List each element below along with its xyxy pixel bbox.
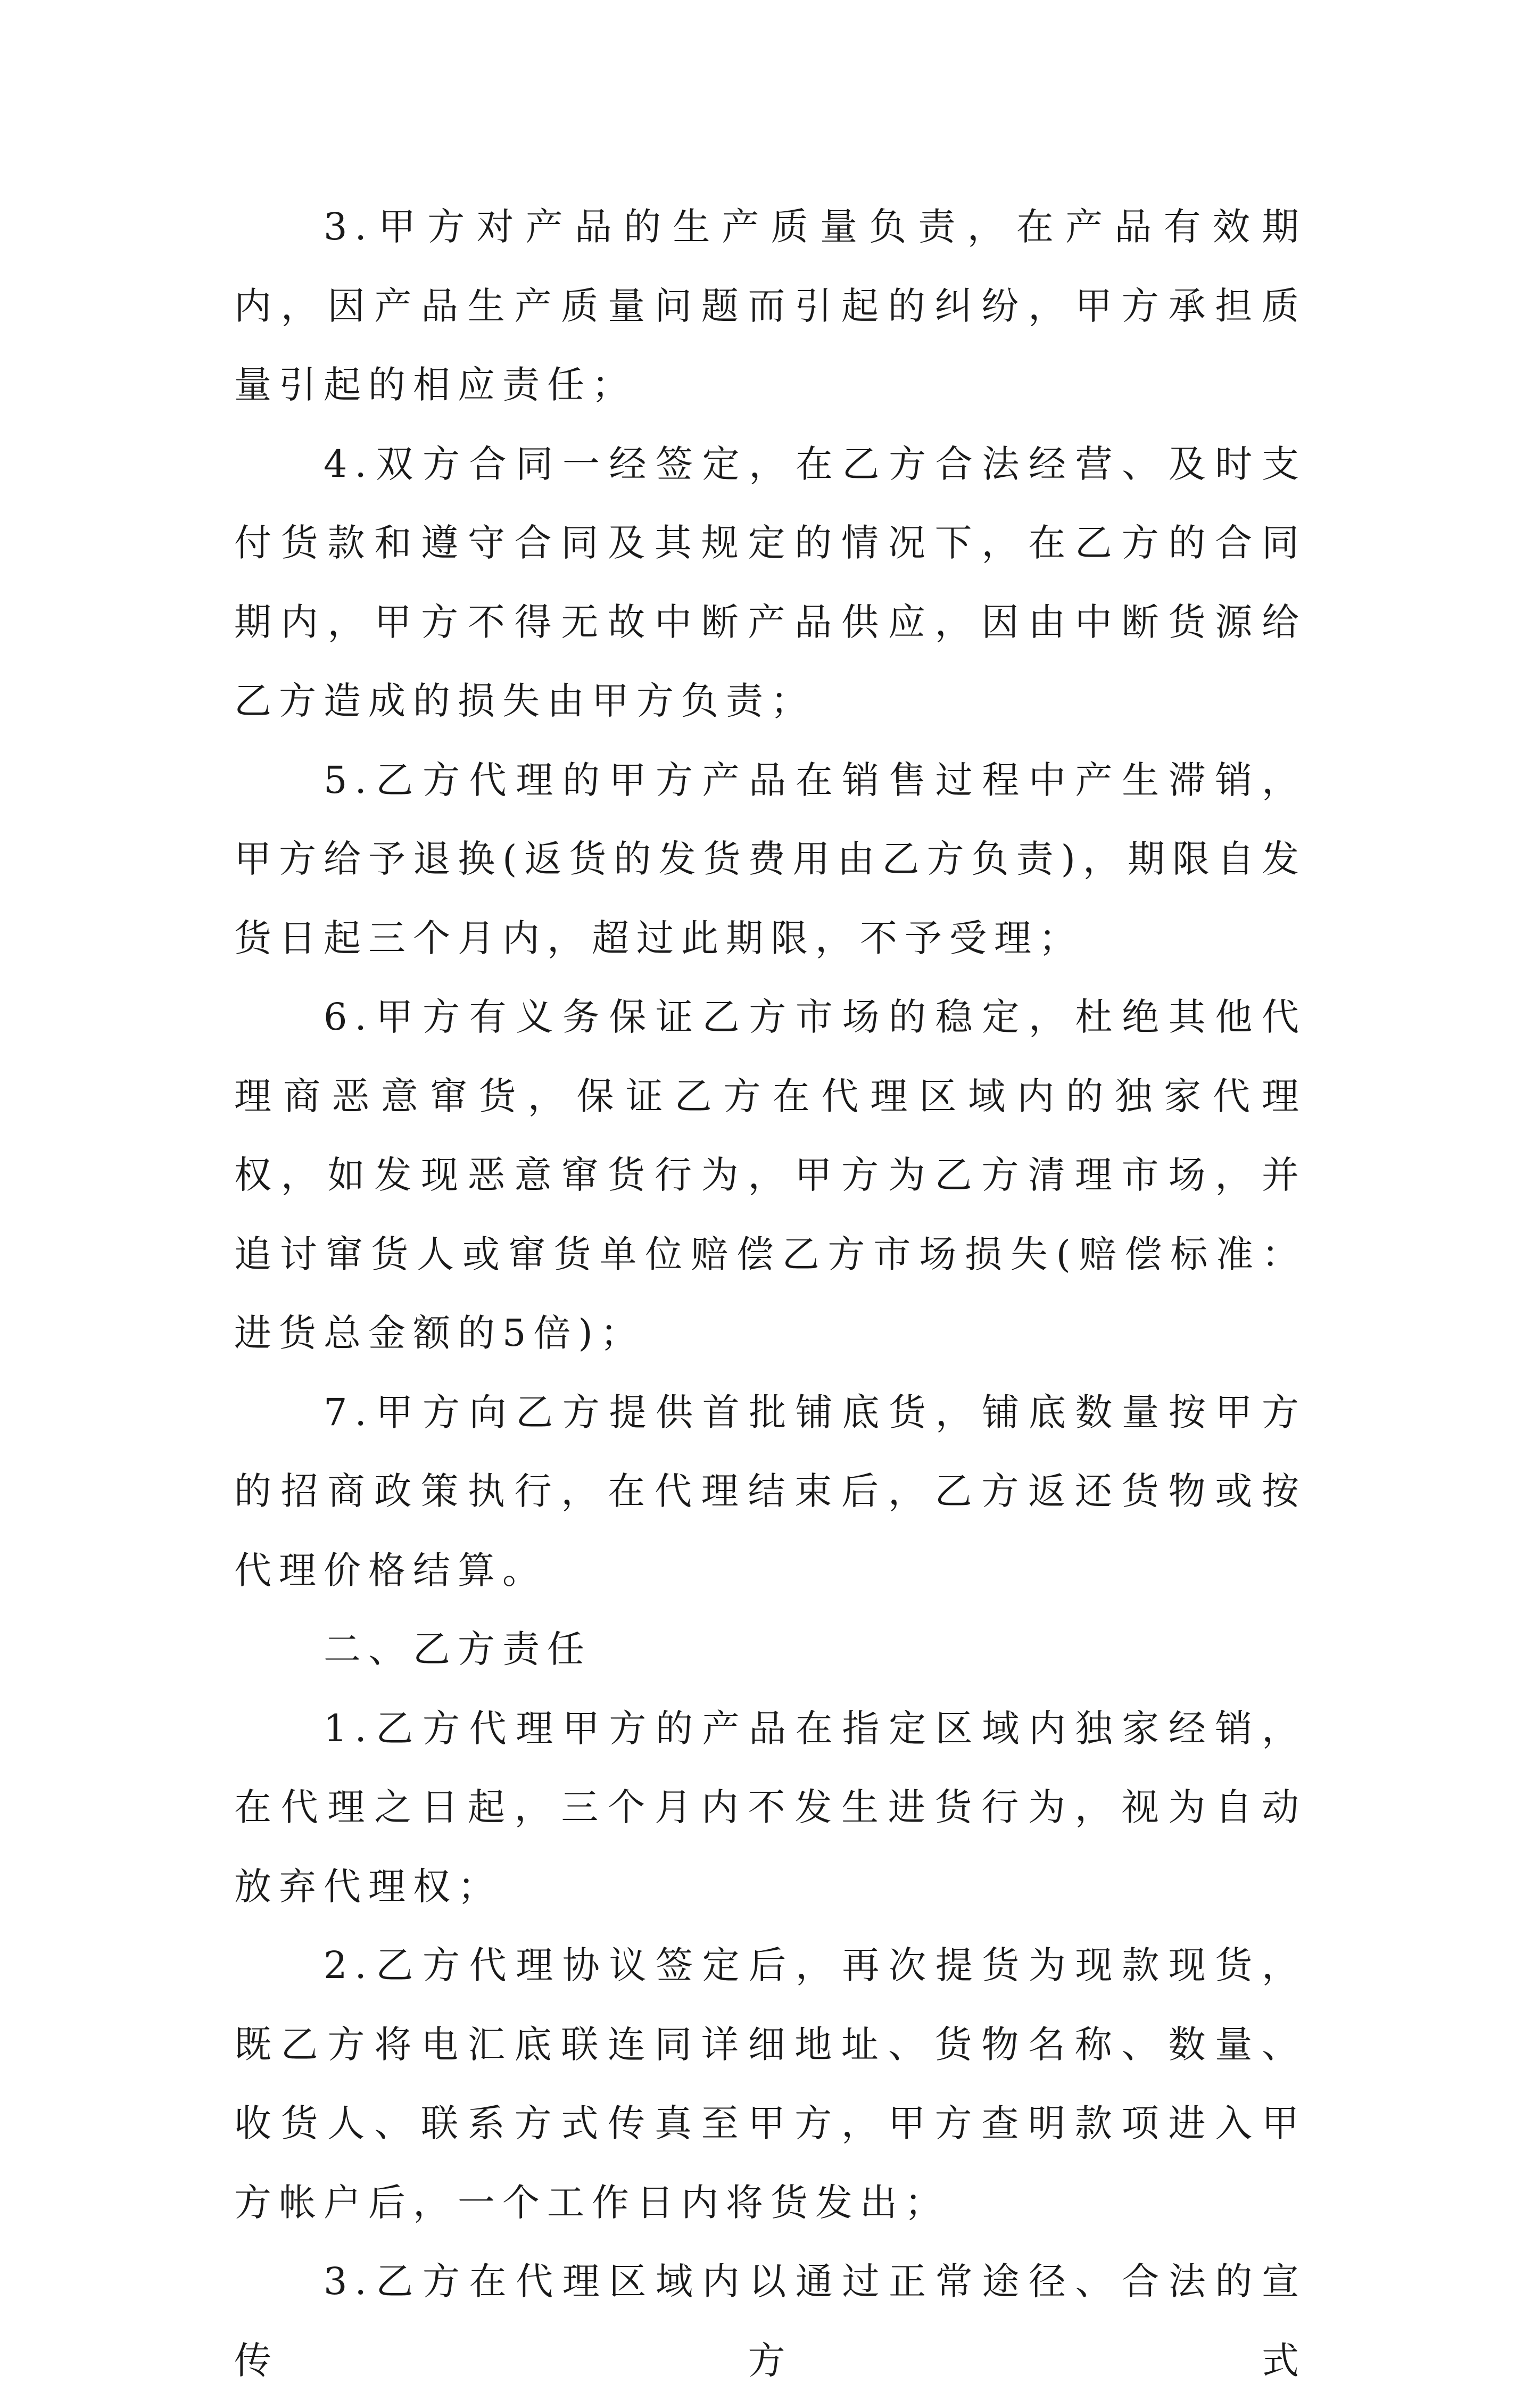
paragraph-party-a-market-protection: 6.甲方有义务保证乙方市场的稳定，杜绝其他代理商恶意窜货，保证乙方在代理区域内的独家代理权，如发现恶意窜货行为，甲方为乙方清理市场，并追讨窜货人或窜货单位赔偿乙方市场损失(赔偿标准：进货总金额的5倍)； <box>234 995 1306 1355</box>
paragraph-party-a-supply-guarantee: 4.双方合同一经签定，在乙方合法经营、及时支付货款和遵守合同及其规定的情况下，在乙方的合同期内，甲方不得无故中断产品供应，因由中断货源给乙方造成的损失由甲方负责； <box>234 442 1306 723</box>
paragraph-party-b-promotion: 3.乙方在代理区域内以通过正常途径、合法的宣传方式 <box>234 2260 1306 2382</box>
paragraph-party-a-initial-stock: 7.甲方向乙方提供首批铺底货，铺底数量按甲方的招商政策执行，在代理结束后，乙方返还货物或按代理价格结算。 <box>234 1390 1306 1592</box>
paragraph-party-b-reorder-payment: 2.乙方代理协议签定后，再次提货为现款现货，既乙方将电汇底联连同详细地址、货物名称、数量、收货人、联系方式传真至甲方，甲方查明款项进入甲方帐户后，一个工作日内将货发出； <box>234 1943 1306 2224</box>
document-body <box>234 187 1306 2400</box>
section-heading-party-b-responsibility: 二、乙方责任 <box>324 1627 592 1671</box>
paragraph-party-a-return-exchange: 5.乙方代理的甲方产品在销售过程中产生滞销，甲方给予退换(返货的发货费用由乙方负责)，期限自发货日起三个月内，超过此期限，不予受理； <box>234 758 1306 960</box>
paragraph-party-a-quality-responsibility: 3.甲方对产品的生产质量负责，在产品有效期内，因产品生产质量问题而引起的纠纷，甲方承担质量引起的相应责任； <box>234 205 1306 407</box>
paragraph-party-b-exclusive-distribution: 1.乙方代理甲方的产品在指定区域内独家经销，在代理之日起，三个月内不发生进货行为，视为自动放弃代理权； <box>234 1706 1306 1908</box>
